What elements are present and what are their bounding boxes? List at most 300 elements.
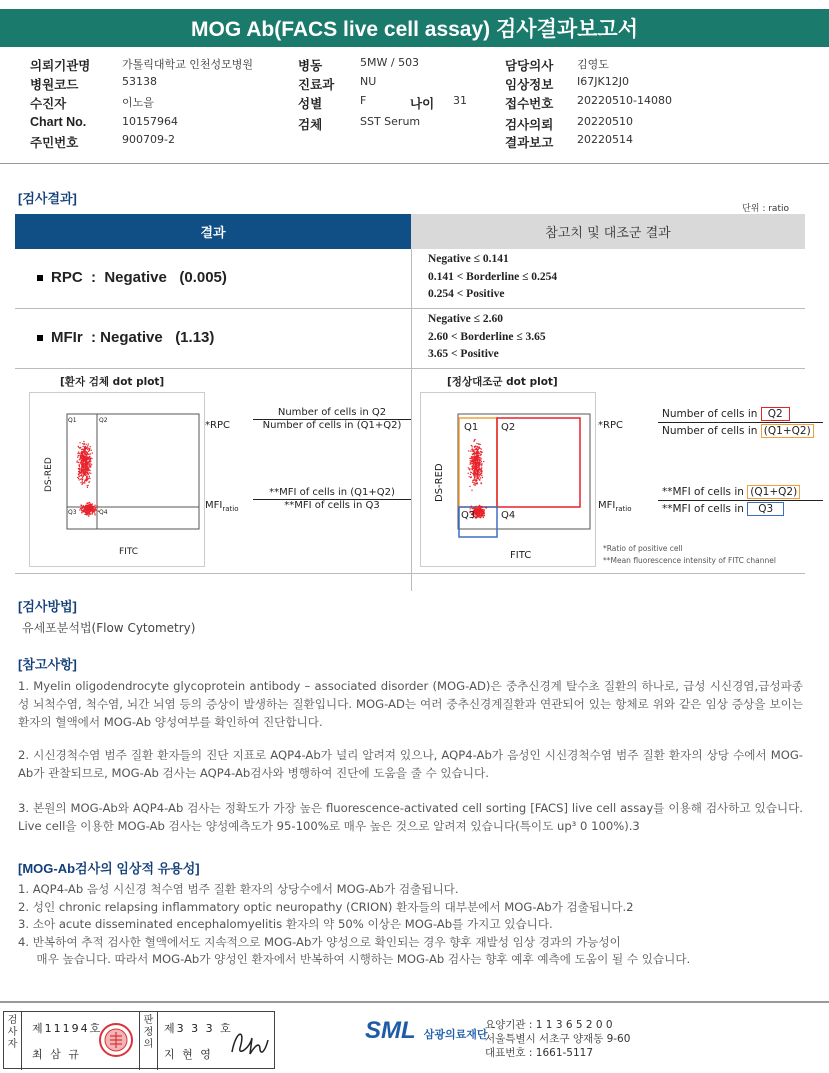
plot-dot [476, 510, 477, 511]
plot-dot [79, 468, 80, 469]
plot-dot [86, 444, 87, 445]
ctrl-mfi-fraction [658, 484, 823, 516]
plot-dot [481, 464, 482, 465]
plot-dot [473, 458, 474, 459]
quadrant-label-q4: Q4 [99, 509, 108, 516]
plot-dot [87, 487, 88, 488]
plot-dot [82, 462, 83, 463]
plot-dot [478, 507, 479, 508]
plot-dot [80, 456, 81, 457]
plot-dot [479, 505, 480, 506]
rpc-result [37, 269, 227, 286]
info-value: F [360, 94, 367, 107]
info-label: 의뢰기관명 [30, 59, 91, 73]
plot-dot [81, 449, 82, 450]
plot-dot [470, 450, 471, 451]
utility-list [18, 881, 808, 969]
plot-dot [84, 506, 85, 507]
plot-dot [89, 448, 90, 449]
plot-dot [89, 510, 90, 511]
plot-dot [476, 506, 477, 507]
plot-dot [478, 474, 479, 475]
rpc-numerator: Number of cells in Q2 [253, 406, 411, 420]
ref-line: Negative ≤ 0.141 [428, 253, 509, 265]
plot-dot [81, 466, 82, 467]
plot-dot [481, 511, 482, 512]
plot-dot [89, 476, 90, 477]
signature-mark [226, 1018, 270, 1062]
quadrant-label-q3: Q3 [461, 510, 476, 521]
plot-dot [82, 453, 83, 454]
info-value: 20220510-14080 [577, 94, 672, 107]
plot-dot [479, 448, 480, 449]
ctrl-rpc-numerator [658, 406, 823, 423]
plot-dot [82, 443, 83, 444]
plot-dot [94, 505, 95, 506]
plot-dot [469, 476, 470, 477]
plot-dot [89, 513, 90, 514]
plot-dot [85, 467, 86, 468]
plot-dot [79, 442, 80, 443]
reviewer-license: 제3 3 3 호 [164, 1022, 233, 1035]
ctrl-mfi-numerator [658, 484, 823, 501]
plot-dot [470, 472, 471, 473]
plot-dot [471, 490, 472, 491]
plot-dot [77, 477, 78, 478]
plot-dot [475, 466, 476, 467]
info-value: 가톨릭대학교 인천성모병원 [122, 58, 254, 71]
plot-dot [471, 476, 472, 477]
plot-dot [482, 509, 483, 510]
quadrant-label-q1: Q1 [68, 417, 77, 424]
plot-dot [481, 465, 482, 466]
examiner-cell [22, 1012, 140, 1070]
info-label: 나이 [410, 97, 435, 111]
plot-dot [90, 458, 91, 459]
plot-dot [84, 474, 85, 475]
plot-dot [479, 462, 480, 463]
plot-dot [485, 507, 486, 508]
plot-dot [471, 463, 472, 464]
result-row-mfir [15, 309, 805, 369]
plot-dot [87, 463, 88, 464]
plot-dot [83, 446, 84, 447]
plot-dot [477, 456, 478, 457]
examiner-label [4, 1012, 22, 1070]
reviewer-name: 지 현 영 [164, 1048, 213, 1061]
reviewer-label [140, 1012, 158, 1070]
plot-dot [84, 451, 85, 452]
plot-dot [87, 479, 88, 480]
plot-dot [483, 461, 484, 462]
info-row [30, 115, 800, 131]
ctrl-mfi-num-text: **MFI of cells in [662, 486, 744, 498]
examiner-name: 최 삼 규 [32, 1048, 81, 1061]
plot-dot [83, 464, 84, 465]
ref-line: 3.65 < Positive [428, 348, 499, 360]
info-label: 검체 [298, 118, 323, 132]
plot-dot [471, 445, 472, 446]
plot-dot [476, 467, 477, 468]
plot-dot [474, 477, 475, 478]
plot-dot [481, 468, 482, 469]
rpc-formula-label: *RPC [205, 420, 230, 431]
notes-heading: [참고사항] [18, 657, 77, 672]
plot-dot [484, 515, 485, 516]
plot-dot [85, 512, 86, 513]
plot-dot [81, 505, 82, 506]
plot-dot [83, 507, 84, 508]
plot-dot [82, 460, 83, 461]
org-name: 삼광의료재단 [423, 1028, 488, 1041]
plot-dot [478, 455, 479, 456]
plot-dot [476, 454, 477, 455]
plot-dot [78, 476, 79, 477]
plot-dot [80, 482, 81, 483]
plot-dot [471, 507, 472, 508]
plot-dot [92, 452, 93, 453]
info-label: 담당의사 [505, 59, 554, 73]
info-value: NU [360, 75, 377, 88]
note-paragraph-2: 2. 시신경척수염 범주 질환 환자들의 진단 지표로 AQP4-Ab가 널리 알려져 있으나, AQP4-Ab가 음성인 시신경척수염 범주 질환 환자의 상당 수에서 MOG-Ab가 관찰되므로, MOG-Ab 검사는 AQP4-Ab검사와 병행하여 진단에 도움을 줄 수 있습니다. [18, 748, 803, 780]
plot-dot [85, 468, 86, 469]
plot-dot [90, 465, 91, 466]
plot-dot [477, 460, 478, 461]
plot-dot [90, 466, 91, 467]
plot-dot [481, 475, 482, 476]
plot-dot [90, 446, 91, 447]
info-label: 접수번호 [505, 97, 554, 111]
plot-dot [479, 508, 480, 509]
plot-dot [82, 505, 83, 506]
plot-frame [30, 393, 205, 567]
info-row [30, 94, 800, 110]
plot-dot [477, 446, 478, 447]
plot-dot [88, 448, 89, 449]
plot-dot [474, 472, 475, 473]
plot-dot [81, 457, 82, 458]
mfi-formula-label [205, 500, 238, 513]
plot-dot [85, 453, 86, 454]
mfi-label: MFI [598, 500, 616, 511]
info-divider [0, 163, 829, 164]
plot-dot [473, 482, 474, 483]
plot-dot [479, 479, 480, 480]
plot-dot [81, 478, 82, 479]
plot-dot [480, 512, 481, 513]
plot-dot [83, 467, 84, 468]
plot-dot [481, 515, 482, 516]
plot-dot [476, 471, 477, 472]
mfi-denominator: **MFI of cells in Q3 [284, 500, 380, 511]
plot-dot [475, 463, 476, 464]
plot-dot [83, 469, 84, 470]
info-label: 진료과 [298, 78, 335, 92]
utility-item: 3. 소아 acute disseminated encephalomyelitis 환자의 약 50% 이상은 MOG-Ab를 가지고 있습니다. [18, 917, 553, 931]
plot-dot [471, 506, 472, 507]
plot-dot [84, 460, 85, 461]
plot-dot [473, 451, 474, 452]
patient-dot-plot [29, 392, 205, 567]
plot-dot [480, 462, 481, 463]
plot-dot [79, 509, 80, 510]
plot-dot [468, 450, 469, 451]
control-plot-label: [정상대조군 dot plot] [447, 376, 558, 388]
plot-dot [89, 466, 90, 467]
rpc-reference [428, 251, 557, 304]
plot-dot [80, 453, 81, 454]
plot-dot [83, 444, 84, 445]
plot-dot [84, 456, 85, 457]
plot-dot [81, 455, 82, 456]
plot-dot [480, 444, 481, 445]
plot-dot [87, 470, 88, 471]
plot-dot [474, 459, 475, 460]
utility-item: 1. AQP4-Ab 음성 시신경 척수염 범주 질환 환자의 상당수에서 MOG-Ab가 검출됩니다. [18, 882, 459, 896]
plot-dot [473, 456, 474, 457]
plot-dot [480, 516, 481, 517]
info-value: 5MW / 503 [360, 56, 420, 69]
plot-dot [78, 446, 79, 447]
org-address: 서울특별시 서초구 양재동 9-60 [485, 1033, 631, 1045]
plot-dot [83, 449, 84, 450]
seal-stamp [98, 1022, 134, 1058]
ref-line: 0.254 < Positive [428, 288, 505, 300]
plot-dot [479, 476, 480, 477]
plot-dot [479, 474, 480, 475]
plot-dot [85, 474, 86, 475]
plot-dot [86, 461, 87, 462]
y-axis-label: DS-RED [44, 457, 54, 492]
plot-dot [469, 486, 470, 487]
ctrl-mfi-den-text: **MFI of cells in [662, 503, 744, 515]
bullet-icon [37, 275, 43, 281]
plot-dot [470, 462, 471, 463]
org-phone: 대표번호 : 1661-5117 [485, 1047, 594, 1059]
plot-dot [471, 458, 472, 459]
plot-dot [92, 512, 93, 513]
plot-dot [94, 513, 95, 514]
plot-dot [477, 512, 478, 513]
plot-dot [88, 451, 89, 452]
plot-dot [88, 510, 89, 511]
plot-dot [475, 456, 476, 457]
plot-dot [83, 482, 84, 483]
plot-dot [473, 441, 474, 442]
plot-dot [478, 452, 479, 453]
rpc-denominator: Number of cells in (Q1+Q2) [262, 420, 402, 431]
plot-dot [85, 470, 86, 471]
quadrant-label-q2: Q2 [501, 422, 516, 433]
plot-dot [79, 448, 80, 449]
plot-dot [480, 453, 481, 454]
plot-dot [478, 443, 479, 444]
plot-dot [92, 509, 93, 510]
plot-dot [77, 460, 78, 461]
q1q2-box: (Q1+Q2) [761, 424, 814, 438]
plot-dot [82, 476, 83, 477]
plot-dot [469, 458, 470, 459]
quadrant-label-q2: Q2 [99, 417, 108, 424]
plot-dot [469, 468, 470, 469]
plot-dot [90, 473, 91, 474]
plot-dot [472, 461, 473, 462]
ctrl-rpc-fraction [658, 406, 823, 438]
ctrl-mfi-formula-label [598, 500, 631, 513]
ctrl-rpc-denominator [658, 423, 823, 438]
info-row [30, 133, 800, 149]
utility-item: 2. 성인 chronic relapsing inflammatory optic neuropathy (CRION) 환자들의 대부분에서 MOG-Ab가 검출됩니다.2 [18, 899, 634, 914]
plot-dot [480, 511, 481, 512]
plot-dot [91, 505, 92, 506]
info-row [30, 56, 800, 72]
plot-dot [87, 447, 88, 448]
plot-dot [87, 485, 88, 486]
sml-logo-text: SML [365, 1017, 416, 1044]
info-label: 임상정보 [505, 78, 554, 92]
plot-dot [475, 453, 476, 454]
mfir-result [37, 329, 214, 346]
plot-dot [92, 508, 93, 509]
plot-dot [79, 459, 80, 460]
method-text: 유세포분석법(Flow Cytometry) [22, 621, 196, 635]
plot-dot [483, 509, 484, 510]
plot-dot [480, 457, 481, 458]
plot-dot [481, 507, 482, 508]
plot-dot [482, 477, 483, 478]
utility-item: 매우 높습니다. 따라서 MOG-Ab가 양성인 환자에서 반복하여 시행하는 MOG-Ab 검사는 향후 예후 예측에 도움이 될 수 있습니다. [18, 952, 691, 966]
plot-dot [87, 505, 88, 506]
plot-dot [89, 502, 90, 503]
plot-dot [86, 455, 87, 456]
plot-dot [82, 507, 83, 508]
plot-dot [88, 468, 89, 469]
plot-dot [86, 476, 87, 477]
org-code: 요양기관 : 1 1 3 6 5 2 0 0 [485, 1019, 613, 1031]
plot-dot [91, 450, 92, 451]
plot-dot [479, 468, 480, 469]
plot-dot [77, 457, 78, 458]
plot-dot [87, 503, 88, 504]
plot-dot [90, 459, 91, 460]
info-row [30, 75, 800, 91]
plot-dot [474, 439, 475, 440]
plot-dot [80, 508, 81, 509]
quadrant-label-q1: Q1 [464, 422, 479, 433]
plot-dot [82, 458, 83, 459]
plot-dot [481, 452, 482, 453]
plot-dot [474, 447, 475, 448]
plot-dot [84, 511, 85, 512]
mfi-sub: ratio [615, 505, 632, 513]
info-label: 결과보고 [505, 136, 554, 150]
quadrant-label-q4: Q4 [501, 510, 516, 521]
plot-dot [85, 462, 86, 463]
result-row-rpc [15, 249, 805, 309]
plot-dot [479, 469, 480, 470]
note-paragraph-3: 3. 본원의 MOG-Ab와 AQP4-Ab 검사는 정확도가 가장 높은 fluorescence-activated cell sorting [FACS] live cell assay를 이용해 검사하고 있습니다. Live cell을 이용한 MOG-Ab 검사는 양성예측도가 95-100%로 매우 높은 것으로 알려져 있습니다(특이도 up³ 0 100%).3 [18, 801, 803, 833]
plot-dot [87, 513, 88, 514]
plot-dot [479, 457, 480, 458]
rpc-result-text: RPC : Negative (0.005) [51, 269, 227, 286]
plot-dot [87, 457, 88, 458]
plot-dot [478, 449, 479, 450]
plot-dot [81, 512, 82, 513]
mfi-sub: ratio [222, 505, 239, 513]
plot-dot [92, 503, 93, 504]
plot-dot [78, 474, 79, 475]
plot-dot [79, 471, 80, 472]
plot-dot [476, 476, 477, 477]
plot-dot [86, 465, 87, 466]
info-label: 성별 [298, 97, 323, 111]
plot-dot [478, 513, 479, 514]
info-label: 병동 [298, 59, 323, 73]
info-value: 20220510 [577, 115, 633, 128]
plot-dot [83, 456, 84, 457]
q1q2-box: (Q1+Q2) [747, 485, 800, 499]
plot-dot [79, 466, 80, 467]
ctrl-rpc-num-text: Number of cells in [662, 408, 758, 420]
rpc-fraction [253, 406, 411, 431]
plot-dot [475, 511, 476, 512]
plot-dot [83, 511, 84, 512]
plot-dot [472, 451, 473, 452]
plot-dot [477, 458, 478, 459]
plot-dot [97, 506, 98, 507]
plot-dot [79, 479, 80, 480]
reviewer-label-text: 판정의 [143, 1015, 154, 1050]
plot-dot [483, 516, 484, 517]
plot-dot [474, 453, 475, 454]
plot-dot [475, 445, 476, 446]
plot-dot [479, 453, 480, 454]
mfi-label: MFI [205, 500, 223, 511]
plot-dot [81, 510, 82, 511]
plot-dot [87, 445, 88, 446]
plot-dot [86, 448, 87, 449]
plot-dot [479, 459, 480, 460]
ctrl-mfi-denominator [658, 501, 823, 516]
plot-dot [471, 456, 472, 457]
plot-dot [475, 475, 476, 476]
sml-logo [365, 1017, 488, 1045]
info-value: 이노을 [122, 96, 154, 109]
info-value: 10157964 [122, 115, 178, 128]
plot-dot [78, 451, 79, 452]
plot-dot [481, 448, 482, 449]
info-label: 검사의뢰 [505, 118, 554, 132]
plot-dot [83, 459, 84, 460]
plot-dot [90, 453, 91, 454]
plot-dot [472, 446, 473, 447]
plot-dot [84, 482, 85, 483]
plot-dot [474, 454, 475, 455]
plot-dot [480, 477, 481, 478]
plot-dot [93, 511, 94, 512]
quadrant-label-q3: Q3 [68, 509, 77, 516]
reviewer-cell [158, 1012, 275, 1070]
mfi-numerator: **MFI of cells in (Q1+Q2) [253, 486, 411, 500]
ref-line: 0.141 < Borderline ≤ 0.254 [428, 270, 558, 283]
info-label: 주민번호 [30, 136, 79, 150]
y-axis-label: DS-RED [434, 463, 445, 502]
signature-box [3, 1011, 275, 1069]
plot-dot [473, 480, 474, 481]
plot-dot [473, 464, 474, 465]
method-heading: [검사방법] [18, 599, 77, 614]
plot-dot [87, 459, 88, 460]
